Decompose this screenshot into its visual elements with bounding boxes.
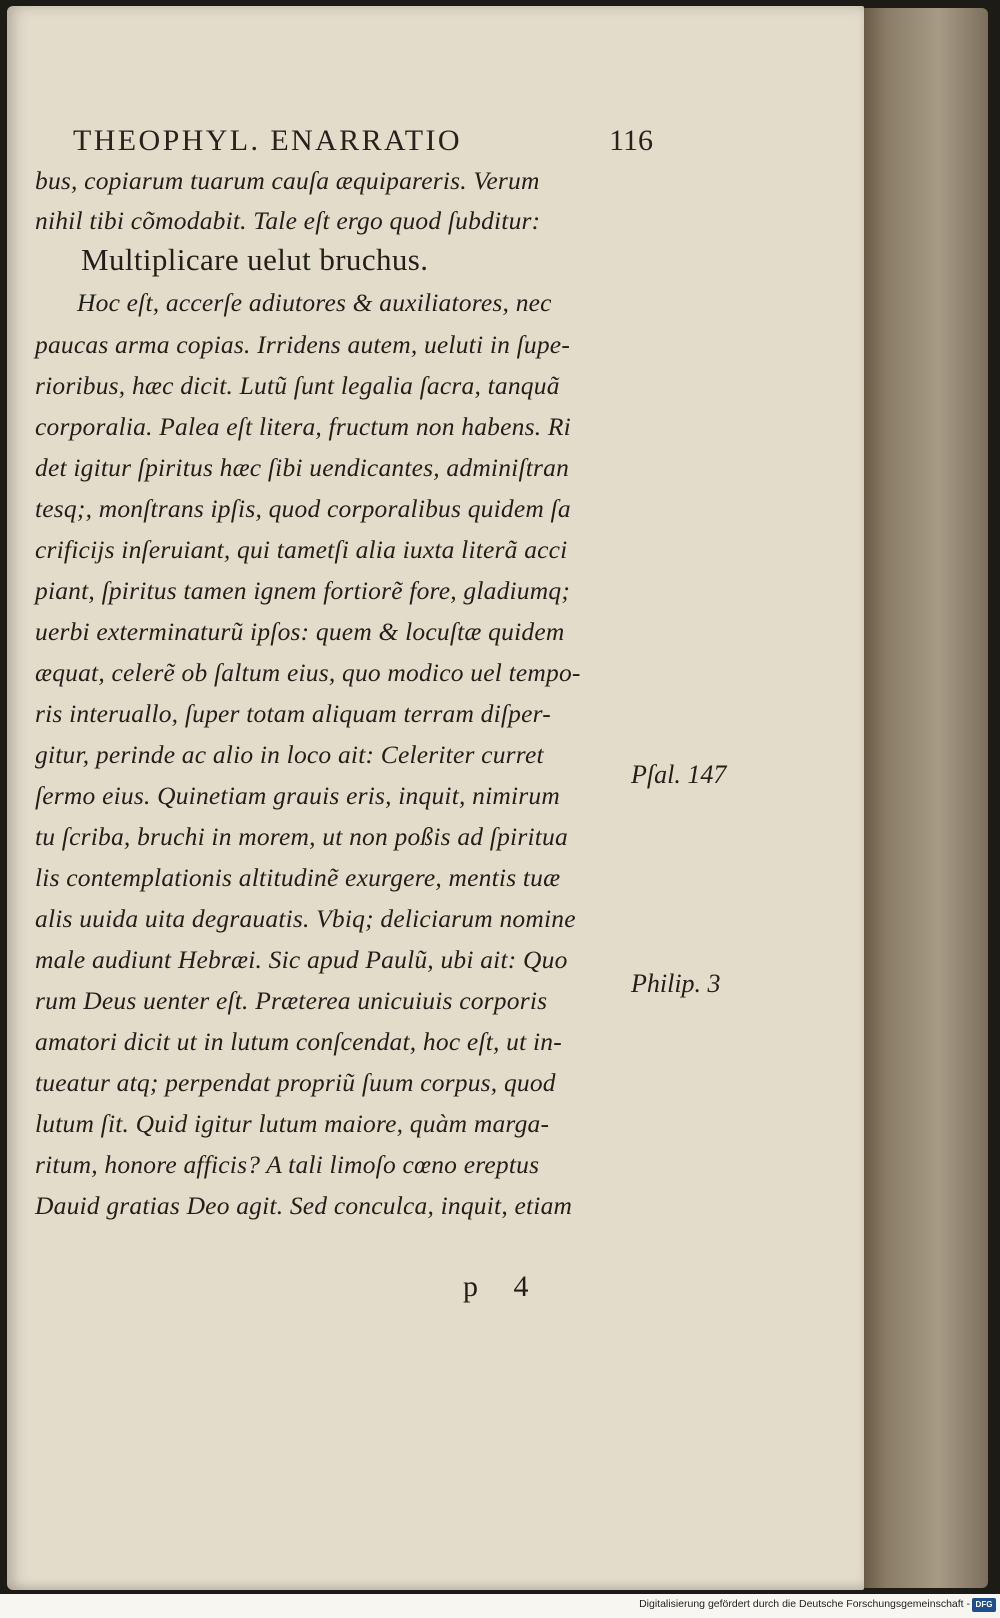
- text-line: ſermo eius. Quinetiam grauis eris, inquit, nimirum: [35, 781, 560, 810]
- text-line: ritum, honore afficis? A tali limoſo cœno ereptus: [35, 1150, 540, 1179]
- text-line: paucas arma copias. Irridens autem, ueluti in ſupe-: [35, 330, 571, 359]
- text-line: lis contemplationis altitudinẽ exurgere, mentis tuæ: [35, 863, 561, 892]
- footer-bar: [0, 1594, 1000, 1618]
- text-line: tueatur atq; perpendat propriũ ſuum corpus, quod: [35, 1068, 556, 1097]
- text-line: nihil tibi cõmodabit. Tale eſt ergo quod ſubditur:: [35, 206, 541, 235]
- funding-credit: Digitalisierung gefördert durch die Deutsche Forschungsgemeinschaft -: [639, 1598, 970, 1610]
- text-line: rioribus, hæc dicit. Lutũ ſunt legalia ſacra, tanquã: [35, 371, 560, 400]
- running-header: [73, 124, 653, 164]
- text-line: bus, copiarum tuarum cauſa æquipareris. Verum: [35, 166, 540, 195]
- text-line: Hoc eſt, accerſe adiutores & auxiliatores, nec: [77, 288, 552, 317]
- text-line: male audiunt Hebræi. Sic apud Paulũ, ubi ait: Quo: [35, 945, 568, 974]
- margin-note: Philip. 3: [631, 969, 721, 998]
- text-line: ris interuallo, ſuper totam aliquam terram diſper-: [35, 699, 551, 728]
- text-line: crificijs inſeruiant, qui tametſi alia iuxta literã acci: [35, 535, 568, 564]
- text-line: det igitur ſpiritus hæc ſibi uendicantes, adminiſtran: [35, 453, 570, 482]
- text-line: uerbi exterminaturũ ipſos: quem & locuſtæ quidem: [35, 617, 565, 646]
- section-heading: Multiplicare uelut bruchus.: [81, 242, 429, 277]
- running-title: THEOPHYL. ENARRATIO: [73, 124, 462, 157]
- text-line: alis uuida uita degrauatis. Vbiq; deliciarum nomine: [35, 904, 576, 933]
- page-edge: [864, 8, 988, 1588]
- text-line: æquat, celerẽ ob ſaltum eius, quo modico uel tempo-: [35, 658, 581, 687]
- signature-mark: p 4: [463, 1270, 543, 1303]
- margin-note: Pſal. 147: [631, 760, 727, 789]
- text-line: amatori dicit ut in lutum conſcendat, hoc eſt, ut in-: [35, 1027, 562, 1056]
- text-line: Dauid gratias Deo agit. Sed conculca, inquit, etiam: [35, 1191, 573, 1220]
- text-line: rum Deus uenter eſt. Præterea unicuiuis corporis: [35, 986, 548, 1015]
- text-line: corporalia. Palea eſt litera, fructum non habens. Ri: [35, 412, 571, 441]
- dfg-logo: DFG: [972, 1598, 996, 1612]
- text-line: piant, ſpiritus tamen ignem fortiorẽ fore, gladiumq;: [35, 576, 571, 605]
- text-line: gitur, perinde ac alio in loco ait: Celeriter curret: [35, 740, 544, 769]
- folio-number: 116: [609, 124, 653, 157]
- text-line: tu ſcriba, bruchi in morem, ut non poßis ad ſpiritua: [35, 822, 568, 851]
- text-line: lutum ſit. Quid igitur lutum maiore, quàm marga-: [35, 1109, 550, 1138]
- book-page: [7, 6, 864, 1590]
- text-line: tesq;, monſtrans ipſis, quod corporalibus quidem ſa: [35, 494, 571, 523]
